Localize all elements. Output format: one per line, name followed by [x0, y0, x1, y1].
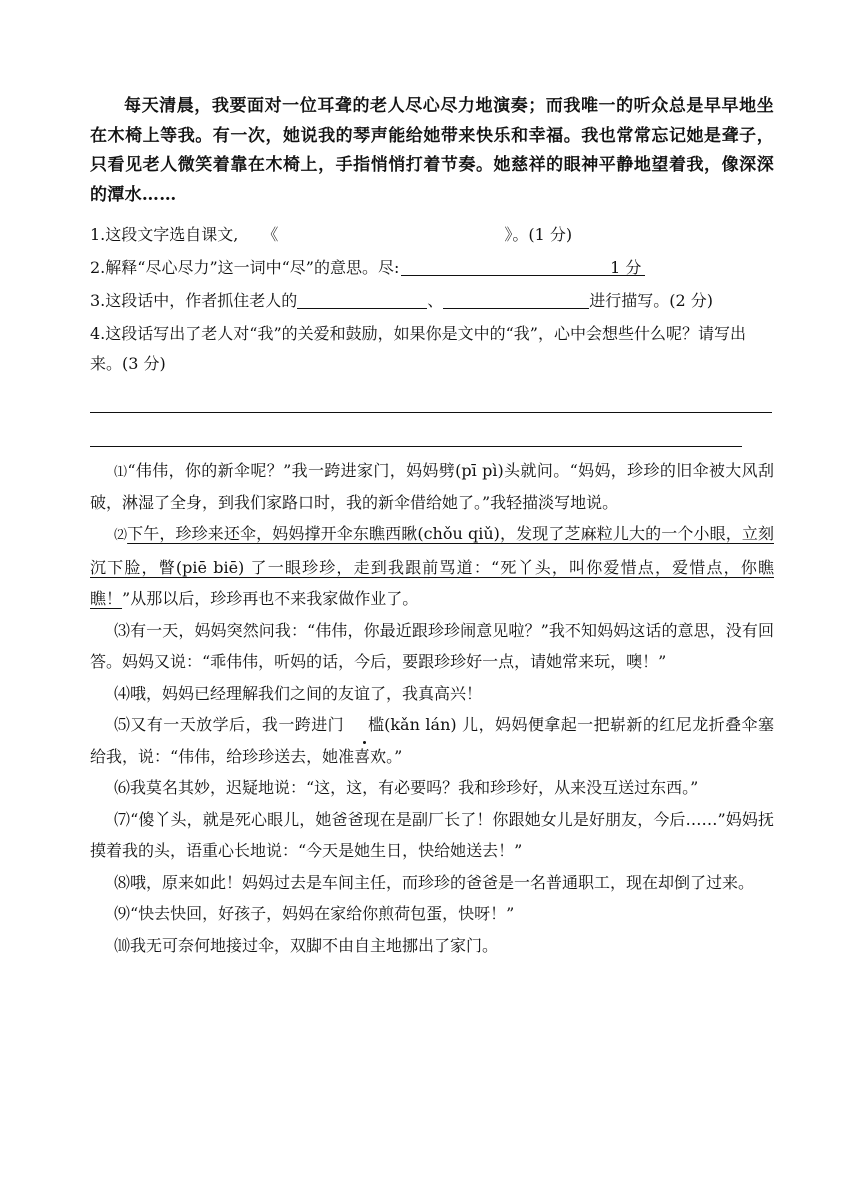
story-paragraph-6: ⑹我莫名其妙，迟疑地说：“这，这，有必要吗？我和珍珍好，从来没互送过东西。” — [114, 778, 699, 797]
question-3-answer-blank-2[interactable] — [443, 290, 589, 309]
excerpt-paragraph: 每天清晨，我要面对一位耳聋的老人尽心尽力地演奏；而我唯一的听众总是早早地坐在木椅上等我。有一次，她说我的琴声能给她带来快乐和幸福。我也常常忘记她是聋子，只看见老人微笑着靠在木椅上，手指悄悄打着节奏。她慈祥的眼神平静地望着我，像深深的潭水…… — [90, 96, 774, 205]
story-paragraph-9: ⑼“快去快回，好孩子，妈妈在家给你煎荷包蛋，快呀！” — [114, 904, 515, 923]
question-1-close-bracket: 》。(1 分) — [504, 225, 573, 244]
answer-line-1[interactable] — [90, 412, 772, 413]
question-1-text: 1.这段文字选自课文, — [90, 225, 239, 244]
question-4: 4.这段话写出了老人对“我”的关爱和鼓励，如果你是文中的“我”，心中会想些什么呢？请写出来。(3 分) — [90, 324, 746, 373]
story-paragraph-10: ⑽我无可奈何地接过伞，双脚不由自主地挪出了家门。 — [114, 935, 499, 955]
question-3-text: 3.这段话中，作者抓住老人的 — [90, 291, 298, 310]
dotted-character: 槛 — [344, 709, 384, 741]
answer-line-2[interactable] — [90, 446, 742, 447]
story-paragraph-8: ⑻哦，原来如此！妈妈过去是车间主任，而珍珍的爸爸是一名普通职工，现在却倒了过来。 — [114, 872, 755, 892]
question-1-open-bracket: 《 — [262, 225, 279, 244]
story-passage — [90, 456, 774, 961]
question-3-answer-blank-1[interactable] — [297, 290, 427, 309]
question-2-answer-blank[interactable] — [401, 257, 645, 276]
question-3-separator: 、 — [427, 291, 444, 310]
question-3-suffix: 进行描写。(2 分) — [589, 291, 714, 310]
paragraph-number: ⑵ — [114, 528, 128, 543]
story-paragraph-1: ⑴“伟伟，你的新伞呢？”我一跨进家门，妈妈劈(pī pì)头就问。“妈妈，珍珍的旧伞被大风刮破，淋湿了全身，到我们家路口时，我的新伞借给她了。”我轻描淡写地说。 — [90, 461, 774, 512]
paragraph-number: ⑴ — [114, 465, 128, 480]
question-2 — [90, 253, 645, 283]
pinyin-annotation: (pī pì) — [455, 461, 504, 480]
question-3 — [90, 286, 713, 316]
story-paragraph-2: ⑵下午，珍珍来还伞，妈妈撑开伞东瞧西瞅(chǒu qiǔ)，发现了芝麻粒儿大的一个小眼，立刻沉下脸，瞥(piē biē) 了一眼珍珍，走到我跟前骂道：“死丫头，叫你爱惜点，爱惜点，你瞧瞧！”从那以后，珍珍再也不来我家做作业了。 — [90, 524, 774, 608]
question-1 — [90, 220, 572, 250]
underlined-sentence: 下午，珍珍来还伞，妈妈撑开伞东瞧西瞅(chǒu qiǔ)，发现了芝麻粒儿大的一个小眼，立刻沉下脸，瞥(piē biē) 了一眼珍珍，走到我跟前骂道：“死丫头，叫你爱惜点，爱惜点，你瞧瞧 — [90, 524, 774, 608]
story-paragraph-4: ⑷哦，妈妈已经理解我们之间的友谊了，我真高兴！ — [114, 683, 483, 703]
story-paragraph-3: ⑶有一天，妈妈突然问我：“伟伟，你最近跟珍珍闹意见啦？”我不知妈妈这话的意思，没有回答。妈妈又说：“乖伟伟，听妈的话，今后，要跟珍珍好一点，请她常来玩，噢！” — [90, 620, 774, 671]
question-2-score: 1 分 — [610, 258, 642, 277]
question-2-text: 2.解释“尽心尽力”这一词中“尽”的意思。尽: — [90, 258, 400, 277]
story-paragraph-7: ⑺“傻丫头，就是死心眼儿，她爸爸现在是副厂长了！你跟她女儿是好朋友，今后……”妈妈抚摸着我的头，语重心长地说：“今天是她生日，快给她送去！” — [90, 809, 774, 860]
story-paragraph-5: ⑸又有一天放学后，我一跨进门 槛(kǎn lán) 儿，妈妈便拿起一把崭新的红尼龙折叠伞塞给我，说：“伟伟，给珍珍送去，她准喜欢。” — [90, 709, 774, 772]
